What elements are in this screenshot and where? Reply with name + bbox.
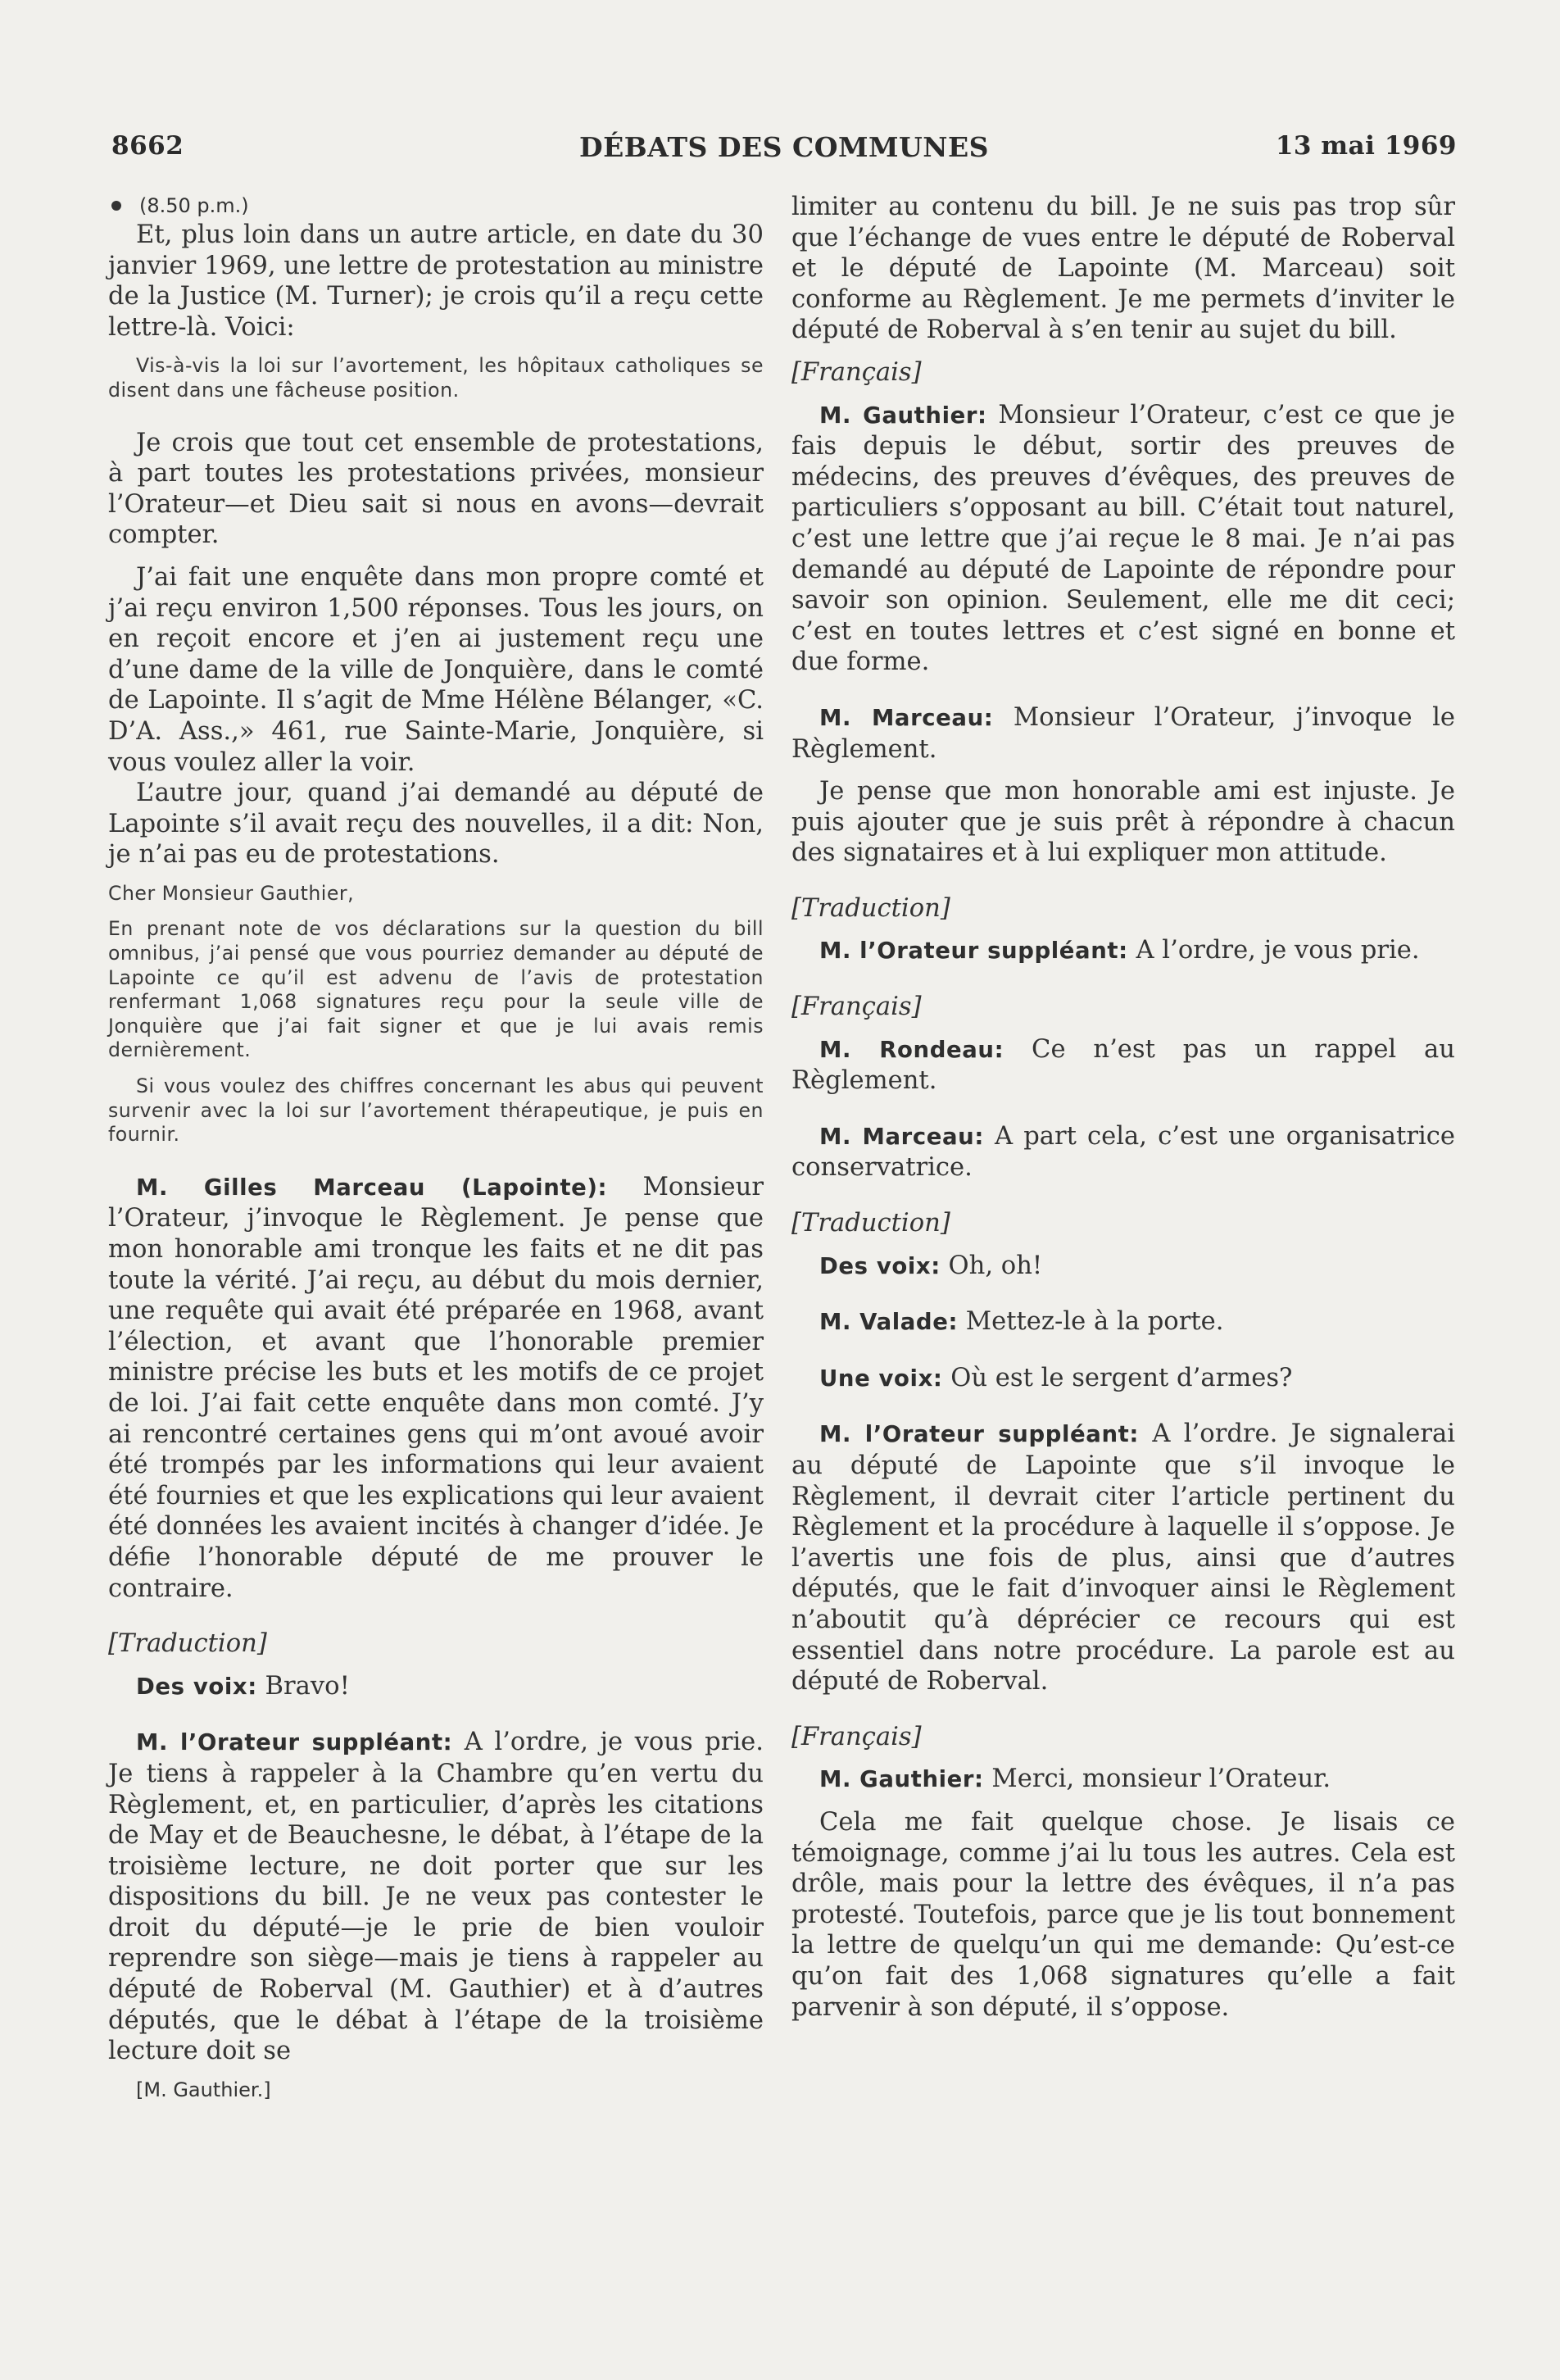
speaker-name: M. l’Orateur suppléant: — [819, 1421, 1139, 1448]
speaker-name: M. Valade: — [819, 1309, 959, 1336]
speaker-name: M. Rondeau: — [819, 1036, 1004, 1063]
paragraph: Cela me fait quelque chose. Je lisais ce témoignage, comme j’ai lu tous les autres. Cela est drôle, mais pour la lettre des évêques, il n’a pas protesté. Toutefois, parce que je lis tout bonnement la lettre de quelqu’un qui me demande: Qu’est-ce qu’on fait des 1,068 signatures qu’elle a fait parvenir à son député, il s’oppose. — [791, 1807, 1455, 2022]
speech-text: Mettez-le à la porte. — [965, 1307, 1224, 1337]
language-tag: [Traduction] — [791, 893, 950, 923]
speech — [791, 702, 1455, 765]
journal-title: DÉBATS DES COMMUNES — [579, 131, 989, 163]
speaker-name: M. Marceau: — [819, 1123, 984, 1150]
speaker-name: M. Gauthier: — [819, 1766, 984, 1793]
issue-date: 13 mai 1969 — [1275, 131, 1457, 161]
speech-text: Où est le sergent d’armes? — [950, 1363, 1293, 1392]
speaker-name: Des voix: — [136, 1673, 257, 1700]
speech — [108, 1727, 764, 2067]
speech-text: Ce n’est pas un rappel au Règlement. — [791, 1034, 1455, 1096]
right-column — [791, 192, 1455, 2023]
language-tag: [Français] — [791, 357, 922, 387]
bullet-icon — [111, 201, 121, 211]
speech-text: A l’ordre. Je signalerai au député de Lapointe que s’il invoque le Règlement, il devrait citer l’article pertinent du Règlement et la procédure à laquelle il s’oppose. Je l’avertis une fois de plus, ainsi que d’autres députés, que le fait d’invoquer ainsi le Règlement n’aboutit qu’à déprécier ce recours qui est essentiel dans notre procédure. La parole est au député de Roberval. — [791, 1419, 1455, 1696]
speech — [108, 1172, 764, 1604]
speech — [791, 1764, 1455, 1796]
speech — [791, 1363, 1455, 1395]
continuation-note: [M. Gauthier.] — [136, 2078, 271, 2101]
paragraph: J’ai fait une enquête dans mon propre comté et j’ai reçu environ 1,500 réponses. Tous les jours, on en reçoit encore et j’en ai justement reçu une d’une dame de la ville de Jonquière, dans le comté de Lapointe. Il s’agit de Mme Hélène Bélanger, «C. D’A. Ass.,» 461, rue Sainte-Marie, Jonquière, si vous voulez aller la voir. — [108, 562, 764, 777]
speech — [791, 1251, 1455, 1283]
quotation-salutation: Cher Monsieur Gauthier, — [108, 881, 355, 905]
speech-text: Bravo! — [265, 1671, 350, 1701]
language-tag: [Français] — [791, 1722, 922, 1751]
speaker-name: M. l’Orateur suppléant: — [136, 1729, 453, 1756]
quotation: Si vous voulez des chiffres concernant les abus qui peuvent survenir avec la loi sur l’avortement thérapeutique, je puis en fournir. — [108, 1074, 764, 1147]
paragraph: Et, plus loin dans un autre article, en date du 30 janvier 1969, une lettre de protestation au ministre de la Justice (M. Turner); je crois qu’il a reçu cette lettre-là. Voici: — [108, 220, 764, 342]
language-tag: [Traduction] — [108, 1629, 267, 1659]
quotation: En prenant note de vos déclarations sur la question du bill omnibus, j’ai pensé que vous pourriez demander au député de Lapointe ce qu’il est advenu de l’avis de protestation renfermant 1,068 signatures reçu pour la seule ville de Jonquière que j’ai fait signer et que je lui avais remis dernièrement. — [108, 917, 764, 1062]
speech — [791, 1419, 1455, 1696]
speech — [791, 935, 1455, 967]
time-marker: (8.50 p.m.) — [108, 192, 764, 220]
speaker-name: M. Gilles Marceau (Lapointe): — [136, 1174, 608, 1201]
speech-text: Monsieur l’Orateur, j’invoque le Règlement. — [791, 702, 1455, 764]
language-tag: [Traduction] — [791, 1209, 950, 1238]
speaker-name: M. l’Orateur suppléant: — [819, 938, 1128, 965]
speech-text: Monsieur l’Orateur, j’invoque le Règlement. Je pense que mon honorable ami tronque les faits et ne dit pas toute la vérité. J’ai reçu, au début du mois dernier, une requête qui avait été préparée en 1968, avant l’élection, et avant que l’honorable premier ministre précise les buts et les motifs de ce projet de loi. J’ai fait cette enquête dans mon comté. J’y ai rencontré certaines gens qui m’ont avoué avoir été trompés par les informations qui leur avaient été fournies et que les explications qui leur avaient été données les avaient incités à changer d’idée. Je défie l’honorable député de me prouver le contraire. — [108, 1172, 764, 1603]
speaker-name: M. Gauthier: — [819, 402, 987, 429]
language-tag: [Français] — [791, 992, 922, 1022]
speech-text: A l’ordre, je vous prie. — [1136, 936, 1420, 965]
speaker-name: Une voix: — [819, 1365, 943, 1392]
speech-text: Merci, monsieur l’Orateur. — [991, 1765, 1331, 1794]
quotation: Vis-à-vis la loi sur l’avortement, les hôpitaux catholiques se disent dans une fâcheuse position. — [108, 354, 764, 402]
paragraph: Je pense que mon honorable ami est injuste. Je puis ajouter que je suis prêt à répondre à chacun des signataires et à lui expliquer mon attitude. — [791, 777, 1455, 868]
speech-text: Monsieur l’Orateur, c’est ce que je fais depuis le début, sortir des preuves de médecins, des preuves d’évêques, des preuves de particuliers s’opposant au bill. C’était tout naturel, c’est une lettre que j’ai reçue le 8 mai. Je n’ai pas demandé au député de Lapointe de répondre pour savoir son opinion. Seulement, elle me dit ceci; c’est en toutes lettres et c’est signé en bonne et due forme. — [791, 400, 1455, 677]
paragraph: Je crois que tout cet ensemble de protestations, à part toutes les protestations privées, monsieur l’Orateur—et Dieu sait si nous en avons—devrait compter. — [108, 428, 764, 550]
speech — [791, 1121, 1455, 1183]
speech-text: A part cela, c’est une organisatrice conservatrice. — [791, 1121, 1455, 1183]
paragraph: limiter au contenu du bill. Je ne suis pas trop sûr que l’échange de vues entre le député de Roberval et le député de Lapointe (M. Marceau) soit conforme au Règlement. Je me permets d’inviter le député de Roberval à s’en tenir au sujet du bill. — [791, 193, 1455, 345]
speech — [791, 400, 1455, 678]
page-number: 8662 — [111, 131, 184, 161]
speech — [791, 1306, 1455, 1338]
paragraph: L’autre jour, quand j’ai demandé au député de Lapointe s’il avait reçu des nouvelles, il a dit: Non, je n’ai pas eu de protestations. — [108, 779, 764, 870]
speech-text: Oh, oh! — [948, 1251, 1043, 1280]
speaker-name: M. Marceau: — [819, 704, 994, 731]
left-column — [108, 192, 764, 2105]
speech-text: A l’ordre, je vous prie. Je tiens à rappeler à la Chambre qu’en vertu du Règlement, et, en particulier, d’après les citations de May et de Beauchesne, le débat, à l’étape de la troisième lecture, ne doit porter que sur les dispositions du bill. Je ne veux pas contester le droit du député—je le prie de bien vouloir reprendre son siège—mais je tiens à rappeler au député de Roberval (M. Gauthier) et à d’autres députés, que le débat à l’étape de la troisième lecture doit se — [108, 1728, 764, 2066]
speaker-name: Des voix: — [819, 1252, 941, 1279]
speech — [108, 1671, 764, 1703]
speech — [791, 1034, 1455, 1097]
